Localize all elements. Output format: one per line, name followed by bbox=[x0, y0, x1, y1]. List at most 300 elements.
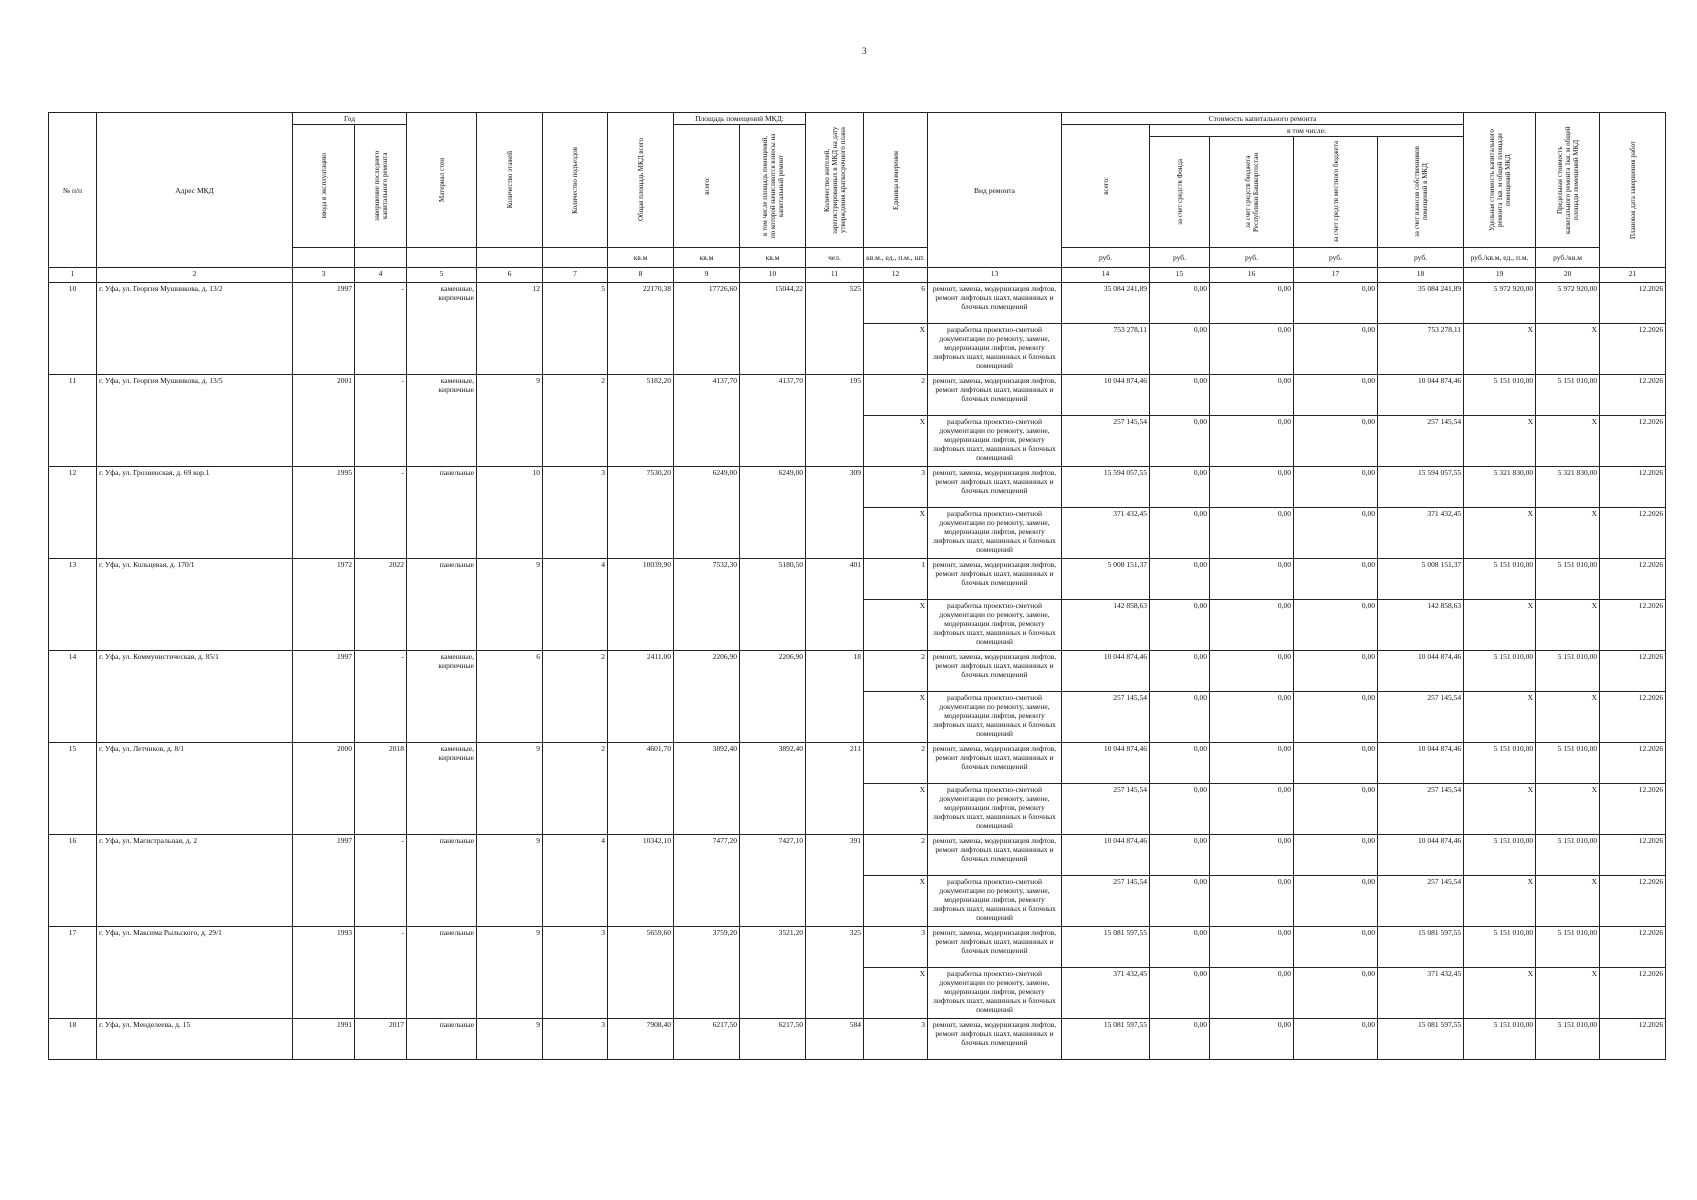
cost-fund-cell: 0,00 bbox=[1150, 508, 1210, 559]
residents-cell: 525 bbox=[806, 283, 864, 375]
unit-cell: X bbox=[864, 968, 928, 1019]
deadline-cell: 12.2026 bbox=[1600, 508, 1666, 559]
col-unit-cost-header: Удельная стоимость капитального ремонта 1кв. м общей площади помещений МКД bbox=[1487, 129, 1512, 231]
col-premises-group-header: Площадь помещений МКД: bbox=[674, 113, 806, 125]
unit-cost-cell: 5 151 010,00 bbox=[1464, 559, 1536, 600]
cost-local-cell: 0,00 bbox=[1294, 416, 1378, 467]
column-number: 20 bbox=[1536, 268, 1600, 283]
premises-repair-cell: 2206,90 bbox=[740, 651, 806, 743]
work-type-cell: ремонт, замена, модернизация лифтов, ремонт лифтовых шахт, машинных и блочных помещений bbox=[928, 743, 1062, 784]
unit-cost-cell: 5 151 010,00 bbox=[1464, 651, 1536, 692]
cost-rb-cell: 0,00 bbox=[1210, 784, 1294, 835]
unit-cost-cell: 5 151 010,00 bbox=[1464, 835, 1536, 876]
total-area-cell: 7530,20 bbox=[608, 467, 674, 559]
capital-repair-table bbox=[48, 112, 1666, 1060]
cost-fund-cell: 0,00 bbox=[1150, 835, 1210, 876]
year-repair-cell: 2017 bbox=[355, 1019, 407, 1060]
cost-rb-cell: 0,00 bbox=[1210, 559, 1294, 600]
cost-fund-cell: 0,00 bbox=[1150, 1019, 1210, 1060]
address-cell: г. Уфа, ул. Грозненская, д. 69 кор.1 bbox=[97, 467, 293, 559]
entrances-cell: 3 bbox=[543, 1019, 608, 1060]
premises-total-cell: 17726,60 bbox=[674, 283, 740, 375]
unit-cell: X bbox=[864, 692, 928, 743]
floors-cell: 12 bbox=[477, 283, 543, 375]
unit-cell: 2 bbox=[864, 743, 928, 784]
address-cell: г. Уфа, ул. Кольцевая, д. 170/1 bbox=[97, 559, 293, 651]
limit-cost-cell: 5 151 010,00 bbox=[1536, 743, 1600, 784]
unit-cost-cell: X bbox=[1464, 324, 1536, 375]
address-cell: г. Уфа, ул. Максима Рыльского, д. 29/1 bbox=[97, 927, 293, 1019]
cost-owners-cell: 15 081 597,55 bbox=[1378, 927, 1464, 968]
work-type-cell: ремонт, замена, модернизация лифтов, ремонт лифтовых шахт, машинных и блочных помещений bbox=[928, 927, 1062, 968]
limit-cost-cell: X bbox=[1536, 876, 1600, 927]
limit-cost-cell: 5 151 010,00 bbox=[1536, 835, 1600, 876]
cost-fund-cell: 0,00 bbox=[1150, 467, 1210, 508]
cost-fund-cell: 0,00 bbox=[1150, 968, 1210, 1019]
year-repair-cell: 2018 bbox=[355, 743, 407, 835]
unit-sqm-3: кв.м bbox=[740, 248, 806, 268]
floors-cell: 9 bbox=[477, 375, 543, 467]
col-deadline-header: Плановая дата завершения работ bbox=[1628, 140, 1637, 240]
cost-rb-cell: 0,00 bbox=[1210, 600, 1294, 651]
table-row bbox=[49, 375, 1666, 416]
year-commission-cell: 1972 bbox=[293, 559, 355, 651]
work-type-cell: разработка проектно-сметной документации по ремонту, замене, модернизации лифтов, ремонту лифтовых шахт, машинных и блочных помещений bbox=[928, 508, 1062, 559]
deadline-cell: 12.2026 bbox=[1600, 416, 1666, 467]
unit-cost-cell: 5 151 010,00 bbox=[1464, 1019, 1536, 1060]
unit-cell: X bbox=[864, 324, 928, 375]
unit-sqm-2: кв.м bbox=[674, 248, 740, 268]
entrances-cell: 4 bbox=[543, 559, 608, 651]
cost-total-cell: 371 432,45 bbox=[1062, 968, 1150, 1019]
col-total-area-header: Общая площадь МКД всего bbox=[636, 138, 645, 222]
table-row bbox=[49, 559, 1666, 600]
year-commission-cell: 1997 bbox=[293, 283, 355, 375]
entrances-cell: 2 bbox=[543, 375, 608, 467]
cost-total-cell: 10 044 874,46 bbox=[1062, 375, 1150, 416]
row-number: 17 bbox=[49, 927, 97, 1019]
unit-cost-cell: X bbox=[1464, 876, 1536, 927]
cost-rb-cell: 0,00 bbox=[1210, 283, 1294, 324]
deadline-cell: 12.2026 bbox=[1600, 467, 1666, 508]
premises-total-cell: 3892,40 bbox=[674, 743, 740, 835]
cost-owners-cell: 15 594 057,55 bbox=[1378, 467, 1464, 508]
residents-cell: 401 bbox=[806, 559, 864, 651]
row-number: 12 bbox=[49, 467, 97, 559]
unit-people: чел. bbox=[806, 248, 864, 268]
cost-local-cell: 0,00 bbox=[1294, 508, 1378, 559]
row-number: 15 bbox=[49, 743, 97, 835]
floors-cell: 10 bbox=[477, 467, 543, 559]
unit-cost-cell: 5 151 010,00 bbox=[1464, 927, 1536, 968]
total-area-cell: 10342,10 bbox=[608, 835, 674, 927]
unit-cell: X bbox=[864, 600, 928, 651]
year-commission-cell: 1995 bbox=[293, 467, 355, 559]
column-number: 11 bbox=[806, 268, 864, 283]
col-n-header: № п/п bbox=[49, 113, 97, 268]
address-cell: г. Уфа, ул. Георгия Мушникова, д. 13/2 bbox=[97, 283, 293, 375]
row-number: 10 bbox=[49, 283, 97, 375]
column-number: 3 bbox=[293, 268, 355, 283]
unit-cost-cell: 5 151 010,00 bbox=[1464, 743, 1536, 784]
column-number: 6 bbox=[477, 268, 543, 283]
cost-local-cell: 0,00 bbox=[1294, 600, 1378, 651]
work-type-cell: ремонт, замена, модернизация лифтов, ремонт лифтовых шахт, машинных и блочных помещений bbox=[928, 283, 1062, 324]
col-year-commission-header: ввода в эксплуатацию bbox=[319, 153, 328, 219]
table-row bbox=[49, 835, 1666, 876]
deadline-cell: 12.2026 bbox=[1600, 743, 1666, 784]
cost-local-cell: 0,00 bbox=[1294, 835, 1378, 876]
deadline-cell: 12.2026 bbox=[1600, 927, 1666, 968]
col-floors-header: Количество этажей bbox=[505, 151, 514, 209]
work-type-cell: ремонт, замена, модернизация лифтов, ремонт лифтовых шахт, машинных и блочных помещений bbox=[928, 375, 1062, 416]
premises-total-cell: 7477,20 bbox=[674, 835, 740, 927]
cost-total-cell: 10 044 874,46 bbox=[1062, 743, 1150, 784]
unit-rub-per-unit: руб./кв.м, ед., п.м. bbox=[1464, 248, 1536, 268]
limit-cost-cell: 5 321 830,00 bbox=[1536, 467, 1600, 508]
col-address-header: Адрес МКД bbox=[97, 113, 293, 268]
premises-repair-cell: 3521,20 bbox=[740, 927, 806, 1019]
cost-rb-cell: 0,00 bbox=[1210, 1019, 1294, 1060]
col-cost-fund-header: за счет средств Фонда bbox=[1175, 159, 1184, 225]
deadline-cell: 12.2026 bbox=[1600, 1019, 1666, 1060]
deadline-cell: 12.2026 bbox=[1600, 651, 1666, 692]
work-type-cell: разработка проектно-сметной документации по ремонту, замене, модернизации лифтов, ремонту лифтовых шахт, машинных и блочных помещений bbox=[928, 968, 1062, 1019]
residents-cell: 309 bbox=[806, 467, 864, 559]
unit-cell: 3 bbox=[864, 1019, 928, 1060]
deadline-cell: 12.2026 bbox=[1600, 692, 1666, 743]
floors-cell: 9 bbox=[477, 559, 543, 651]
column-number: 1 bbox=[49, 268, 97, 283]
cost-owners-cell: 10 044 874,46 bbox=[1378, 375, 1464, 416]
floors-cell: 6 bbox=[477, 651, 543, 743]
deadline-cell: 12.2026 bbox=[1600, 835, 1666, 876]
wall-material-cell: панельные bbox=[407, 835, 477, 927]
col-limit-cost-header: Предельная стоимость капитального ремонта 1кв. м общей площади помещений МКД bbox=[1555, 126, 1580, 234]
deadline-cell: 12.2026 bbox=[1600, 559, 1666, 600]
col-cost-total-header: всего: bbox=[1101, 177, 1110, 195]
page-number: 3 bbox=[862, 46, 867, 56]
floors-cell: 9 bbox=[477, 1019, 543, 1060]
cost-fund-cell: 0,00 bbox=[1150, 600, 1210, 651]
unit-cell: 1 bbox=[864, 559, 928, 600]
cost-rb-cell: 0,00 bbox=[1210, 876, 1294, 927]
cost-owners-cell: 257 145,54 bbox=[1378, 784, 1464, 835]
cost-local-cell: 0,00 bbox=[1294, 559, 1378, 600]
cost-total-cell: 10 044 874,46 bbox=[1062, 651, 1150, 692]
limit-cost-cell: 5 972 920,00 bbox=[1536, 283, 1600, 324]
limit-cost-cell: X bbox=[1536, 600, 1600, 651]
deadline-cell: 12.2026 bbox=[1600, 324, 1666, 375]
unit-cost-cell: X bbox=[1464, 692, 1536, 743]
unit-cell: X bbox=[864, 784, 928, 835]
wall-material-cell: панельные bbox=[407, 467, 477, 559]
cost-rb-cell: 0,00 bbox=[1210, 508, 1294, 559]
work-type-cell: ремонт, замена, модернизация лифтов, ремонт лифтовых шахт, машинных и блочных помещений bbox=[928, 467, 1062, 508]
row-number: 18 bbox=[49, 1019, 97, 1060]
year-repair-cell: - bbox=[355, 467, 407, 559]
column-number: 21 bbox=[1600, 268, 1666, 283]
column-numbers-row bbox=[49, 268, 1666, 283]
cost-rb-cell: 0,00 bbox=[1210, 467, 1294, 508]
cost-local-cell: 0,00 bbox=[1294, 743, 1378, 784]
cost-owners-cell: 257 145,54 bbox=[1378, 876, 1464, 927]
column-number: 4 bbox=[355, 268, 407, 283]
cost-owners-cell: 35 084 241,89 bbox=[1378, 283, 1464, 324]
limit-cost-cell: 5 151 010,00 bbox=[1536, 375, 1600, 416]
floors-cell: 9 bbox=[477, 927, 543, 1019]
entrances-cell: 5 bbox=[543, 283, 608, 375]
cost-owners-cell: 10 044 874,46 bbox=[1378, 835, 1464, 876]
wall-material-cell: панельные bbox=[407, 559, 477, 651]
unit-cell: 3 bbox=[864, 467, 928, 508]
unit-cost-cell: X bbox=[1464, 784, 1536, 835]
col-incl-header: в том числе: bbox=[1150, 125, 1464, 137]
cost-total-cell: 15 081 597,55 bbox=[1062, 927, 1150, 968]
column-number: 15 bbox=[1150, 268, 1210, 283]
cost-owners-cell: 753 278,11 bbox=[1378, 324, 1464, 375]
column-number: 19 bbox=[1464, 268, 1536, 283]
cost-fund-cell: 0,00 bbox=[1150, 375, 1210, 416]
unit-cell: X bbox=[864, 508, 928, 559]
cost-local-cell: 0,00 bbox=[1294, 927, 1378, 968]
unit-rub-5: руб. bbox=[1378, 248, 1464, 268]
premises-total-cell: 6217,50 bbox=[674, 1019, 740, 1060]
cost-fund-cell: 0,00 bbox=[1150, 283, 1210, 324]
year-repair-cell: - bbox=[355, 283, 407, 375]
cost-local-cell: 0,00 bbox=[1294, 467, 1378, 508]
premises-repair-cell: 15044,22 bbox=[740, 283, 806, 375]
year-commission-cell: 1993 bbox=[293, 927, 355, 1019]
cost-rb-cell: 0,00 bbox=[1210, 692, 1294, 743]
premises-total-cell: 6249,00 bbox=[674, 467, 740, 559]
unit-cost-cell: X bbox=[1464, 508, 1536, 559]
col-wall-header: Материал стен bbox=[437, 158, 446, 202]
cost-total-cell: 142 858,63 bbox=[1062, 600, 1150, 651]
column-number: 10 bbox=[740, 268, 806, 283]
row-number: 13 bbox=[49, 559, 97, 651]
cost-local-cell: 0,00 bbox=[1294, 968, 1378, 1019]
cost-owners-cell: 5 008 151,37 bbox=[1378, 559, 1464, 600]
cost-fund-cell: 0,00 bbox=[1150, 692, 1210, 743]
cost-owners-cell: 15 081 597,55 bbox=[1378, 1019, 1464, 1060]
year-commission-cell: 2000 bbox=[293, 743, 355, 835]
residents-cell: 325 bbox=[806, 927, 864, 1019]
col-premises-repair-header: в том числе площадь помещений, по которой начисляются взносы на капитальный ремонт bbox=[760, 133, 785, 239]
table-row bbox=[49, 743, 1666, 784]
address-cell: г. Уфа, ул. Летчиков, д. 8/1 bbox=[97, 743, 293, 835]
col-unit-header: Единица измерения bbox=[891, 150, 900, 210]
cost-fund-cell: 0,00 bbox=[1150, 876, 1210, 927]
column-number: 5 bbox=[407, 268, 477, 283]
cost-owners-cell: 371 432,45 bbox=[1378, 508, 1464, 559]
cost-owners-cell: 10 044 874,46 bbox=[1378, 743, 1464, 784]
work-type-cell: разработка проектно-сметной документации по ремонту, замене, модернизации лифтов, ремонту лифтовых шахт, машинных и блочных помещений bbox=[928, 784, 1062, 835]
cost-total-cell: 257 145,54 bbox=[1062, 876, 1150, 927]
work-type-cell: разработка проектно-сметной документации по ремонту, замене, модернизации лифтов, ремонту лифтовых шахт, машинных и блочных помещений bbox=[928, 416, 1062, 467]
deadline-cell: 12.2026 bbox=[1600, 600, 1666, 651]
entrances-cell: 4 bbox=[543, 835, 608, 927]
address-cell: г. Уфа, ул. Магистральная, д. 2 bbox=[97, 835, 293, 927]
cost-owners-cell: 257 145,54 bbox=[1378, 692, 1464, 743]
entrances-cell: 2 bbox=[543, 743, 608, 835]
unit-rub-2: руб. bbox=[1150, 248, 1210, 268]
table-row bbox=[49, 927, 1666, 968]
entrances-cell: 3 bbox=[543, 467, 608, 559]
unit-cost-cell: 5 151 010,00 bbox=[1464, 375, 1536, 416]
residents-cell: 18 bbox=[806, 651, 864, 743]
residents-cell: 584 bbox=[806, 1019, 864, 1060]
limit-cost-cell: X bbox=[1536, 416, 1600, 467]
floors-cell: 9 bbox=[477, 743, 543, 835]
limit-cost-cell: 5 151 010,00 bbox=[1536, 927, 1600, 968]
premises-total-cell: 2206,90 bbox=[674, 651, 740, 743]
year-commission-cell: 1997 bbox=[293, 835, 355, 927]
cost-local-cell: 0,00 bbox=[1294, 375, 1378, 416]
wall-material-cell: каменные, кирпичные bbox=[407, 283, 477, 375]
premises-total-cell: 3759,20 bbox=[674, 927, 740, 1019]
premises-total-cell: 4137,70 bbox=[674, 375, 740, 467]
cost-rb-cell: 0,00 bbox=[1210, 968, 1294, 1019]
col-year-repair-header: завершение последнего капитального ремонта bbox=[372, 150, 389, 222]
col-cost-group-header: Стоимость капитального ремонта bbox=[1062, 113, 1464, 125]
column-number: 7 bbox=[543, 268, 608, 283]
col-premises-total-header: всего: bbox=[702, 177, 711, 195]
wall-material-cell: каменные, кирпичные bbox=[407, 743, 477, 835]
col-cost-local-header: за счет средств местного бюджета bbox=[1331, 141, 1340, 243]
year-commission-cell: 2001 bbox=[293, 375, 355, 467]
total-area-cell: 5659,60 bbox=[608, 927, 674, 1019]
limit-cost-cell: X bbox=[1536, 784, 1600, 835]
column-number: 13 bbox=[928, 268, 1062, 283]
unit-cell: 2 bbox=[864, 375, 928, 416]
wall-material-cell: панельные bbox=[407, 1019, 477, 1060]
unit-cost-cell: X bbox=[1464, 968, 1536, 1019]
floors-cell: 9 bbox=[477, 835, 543, 927]
column-number: 9 bbox=[674, 268, 740, 283]
work-type-cell: разработка проектно-сметной документации по ремонту, замене, модернизации лифтов, ремонту лифтовых шахт, машинных и блочных помещений bbox=[928, 600, 1062, 651]
address-cell: г. Уфа, ул. Менделеева, д. 15 bbox=[97, 1019, 293, 1060]
cost-rb-cell: 0,00 bbox=[1210, 416, 1294, 467]
cost-fund-cell: 0,00 bbox=[1150, 324, 1210, 375]
residents-cell: 391 bbox=[806, 835, 864, 927]
unit-rub-3: руб. bbox=[1210, 248, 1294, 268]
premises-repair-cell: 7427,10 bbox=[740, 835, 806, 927]
column-number: 12 bbox=[864, 268, 928, 283]
cost-total-cell: 257 145,54 bbox=[1062, 416, 1150, 467]
unit-cell: X bbox=[864, 416, 928, 467]
unit-cost-cell: X bbox=[1464, 416, 1536, 467]
unit-cell: 2 bbox=[864, 651, 928, 692]
cost-fund-cell: 0,00 bbox=[1150, 651, 1210, 692]
cost-total-cell: 257 145,54 bbox=[1062, 784, 1150, 835]
cost-local-cell: 0,00 bbox=[1294, 876, 1378, 927]
cost-rb-cell: 0,00 bbox=[1210, 375, 1294, 416]
cost-rb-cell: 0,00 bbox=[1210, 835, 1294, 876]
limit-cost-cell: X bbox=[1536, 968, 1600, 1019]
deadline-cell: 12.2026 bbox=[1600, 968, 1666, 1019]
deadline-cell: 12.2026 bbox=[1600, 283, 1666, 324]
total-area-cell: 7908,40 bbox=[608, 1019, 674, 1060]
premises-repair-cell: 6249,00 bbox=[740, 467, 806, 559]
deadline-cell: 12.2026 bbox=[1600, 375, 1666, 416]
unit-sqm-1: кв.м bbox=[608, 248, 674, 268]
residents-cell: 211 bbox=[806, 743, 864, 835]
premises-repair-cell: 5180,50 bbox=[740, 559, 806, 651]
cost-fund-cell: 0,00 bbox=[1150, 416, 1210, 467]
col-entrances-header: Количество подъездов bbox=[571, 146, 579, 214]
entrances-cell: 3 bbox=[543, 927, 608, 1019]
entrances-cell: 2 bbox=[543, 651, 608, 743]
column-number: 2 bbox=[97, 268, 293, 283]
work-type-cell: разработка проектно-сметной документации по ремонту, замене, модернизации лифтов, ремонту лифтовых шахт, машинных и блочных помещений bbox=[928, 876, 1062, 927]
column-number: 14 bbox=[1062, 268, 1150, 283]
cost-owners-cell: 142 858,63 bbox=[1378, 600, 1464, 651]
cost-fund-cell: 0,00 bbox=[1150, 743, 1210, 784]
cost-local-cell: 0,00 bbox=[1294, 283, 1378, 324]
work-type-cell: разработка проектно-сметной документации по ремонту, замене, модернизации лифтов, ремонту лифтовых шахт, машинных и блочных помещений bbox=[928, 324, 1062, 375]
total-area-cell: 4601,70 bbox=[608, 743, 674, 835]
cost-local-cell: 0,00 bbox=[1294, 1019, 1378, 1060]
cost-fund-cell: 0,00 bbox=[1150, 927, 1210, 968]
year-commission-cell: 1997 bbox=[293, 651, 355, 743]
cost-rb-cell: 0,00 bbox=[1210, 324, 1294, 375]
table-header bbox=[49, 113, 1666, 283]
address-cell: г. Уфа, ул. Коммунистическая, д. 85/1 bbox=[97, 651, 293, 743]
row-number: 16 bbox=[49, 835, 97, 927]
residents-cell: 195 bbox=[806, 375, 864, 467]
total-area-cell: 10039,90 bbox=[608, 559, 674, 651]
col-work-type-header: Вид ремонта bbox=[928, 113, 1062, 268]
table-row bbox=[49, 651, 1666, 692]
unit-cell: 6 bbox=[864, 283, 928, 324]
unit-rub-4: руб. bbox=[1294, 248, 1378, 268]
cost-total-cell: 371 432,45 bbox=[1062, 508, 1150, 559]
year-repair-cell: - bbox=[355, 375, 407, 467]
limit-cost-cell: X bbox=[1536, 324, 1600, 375]
cost-owners-cell: 257 145,54 bbox=[1378, 416, 1464, 467]
column-number: 16 bbox=[1210, 268, 1294, 283]
unit-cost-cell: 5 321 830,00 bbox=[1464, 467, 1536, 508]
unit-measure: кв.м., ед., п.м., шт. bbox=[864, 248, 928, 268]
address-cell: г. Уфа, ул. Георгия Мушникова, д. 13/5 bbox=[97, 375, 293, 467]
col-year-group-header: Год bbox=[293, 113, 407, 125]
limit-cost-cell: 5 151 010,00 bbox=[1536, 1019, 1600, 1060]
work-type-cell: ремонт, замена, модернизация лифтов, ремонт лифтовых шахт, машинных и блочных помещений bbox=[928, 559, 1062, 600]
unit-cost-cell: 5 972 920,00 bbox=[1464, 283, 1536, 324]
cost-rb-cell: 0,00 bbox=[1210, 927, 1294, 968]
deadline-cell: 12.2026 bbox=[1600, 876, 1666, 927]
total-area-cell: 5182,20 bbox=[608, 375, 674, 467]
cost-total-cell: 5 008 151,37 bbox=[1062, 559, 1150, 600]
wall-material-cell: панельные bbox=[407, 927, 477, 1019]
table-row bbox=[49, 283, 1666, 324]
cost-rb-cell: 0,00 bbox=[1210, 743, 1294, 784]
cost-total-cell: 753 278,11 bbox=[1062, 324, 1150, 375]
premises-total-cell: 7532,30 bbox=[674, 559, 740, 651]
cost-total-cell: 15 081 597,55 bbox=[1062, 1019, 1150, 1060]
cost-local-cell: 0,00 bbox=[1294, 784, 1378, 835]
table-row bbox=[49, 1019, 1666, 1060]
cost-fund-cell: 0,00 bbox=[1150, 784, 1210, 835]
work-type-cell: ремонт, замена, модернизация лифтов, ремонт лифтовых шахт, машинных и блочных помещений bbox=[928, 835, 1062, 876]
cost-local-cell: 0,00 bbox=[1294, 324, 1378, 375]
unit-cell: 2 bbox=[864, 835, 928, 876]
column-number: 18 bbox=[1378, 268, 1464, 283]
col-residents-header: Количество жителей, зарегистрированных в МКД на дату утверждения краткосрочного плана bbox=[822, 126, 847, 234]
wall-material-cell: каменные, кирпичные bbox=[407, 375, 477, 467]
unit-cell: 3 bbox=[864, 927, 928, 968]
